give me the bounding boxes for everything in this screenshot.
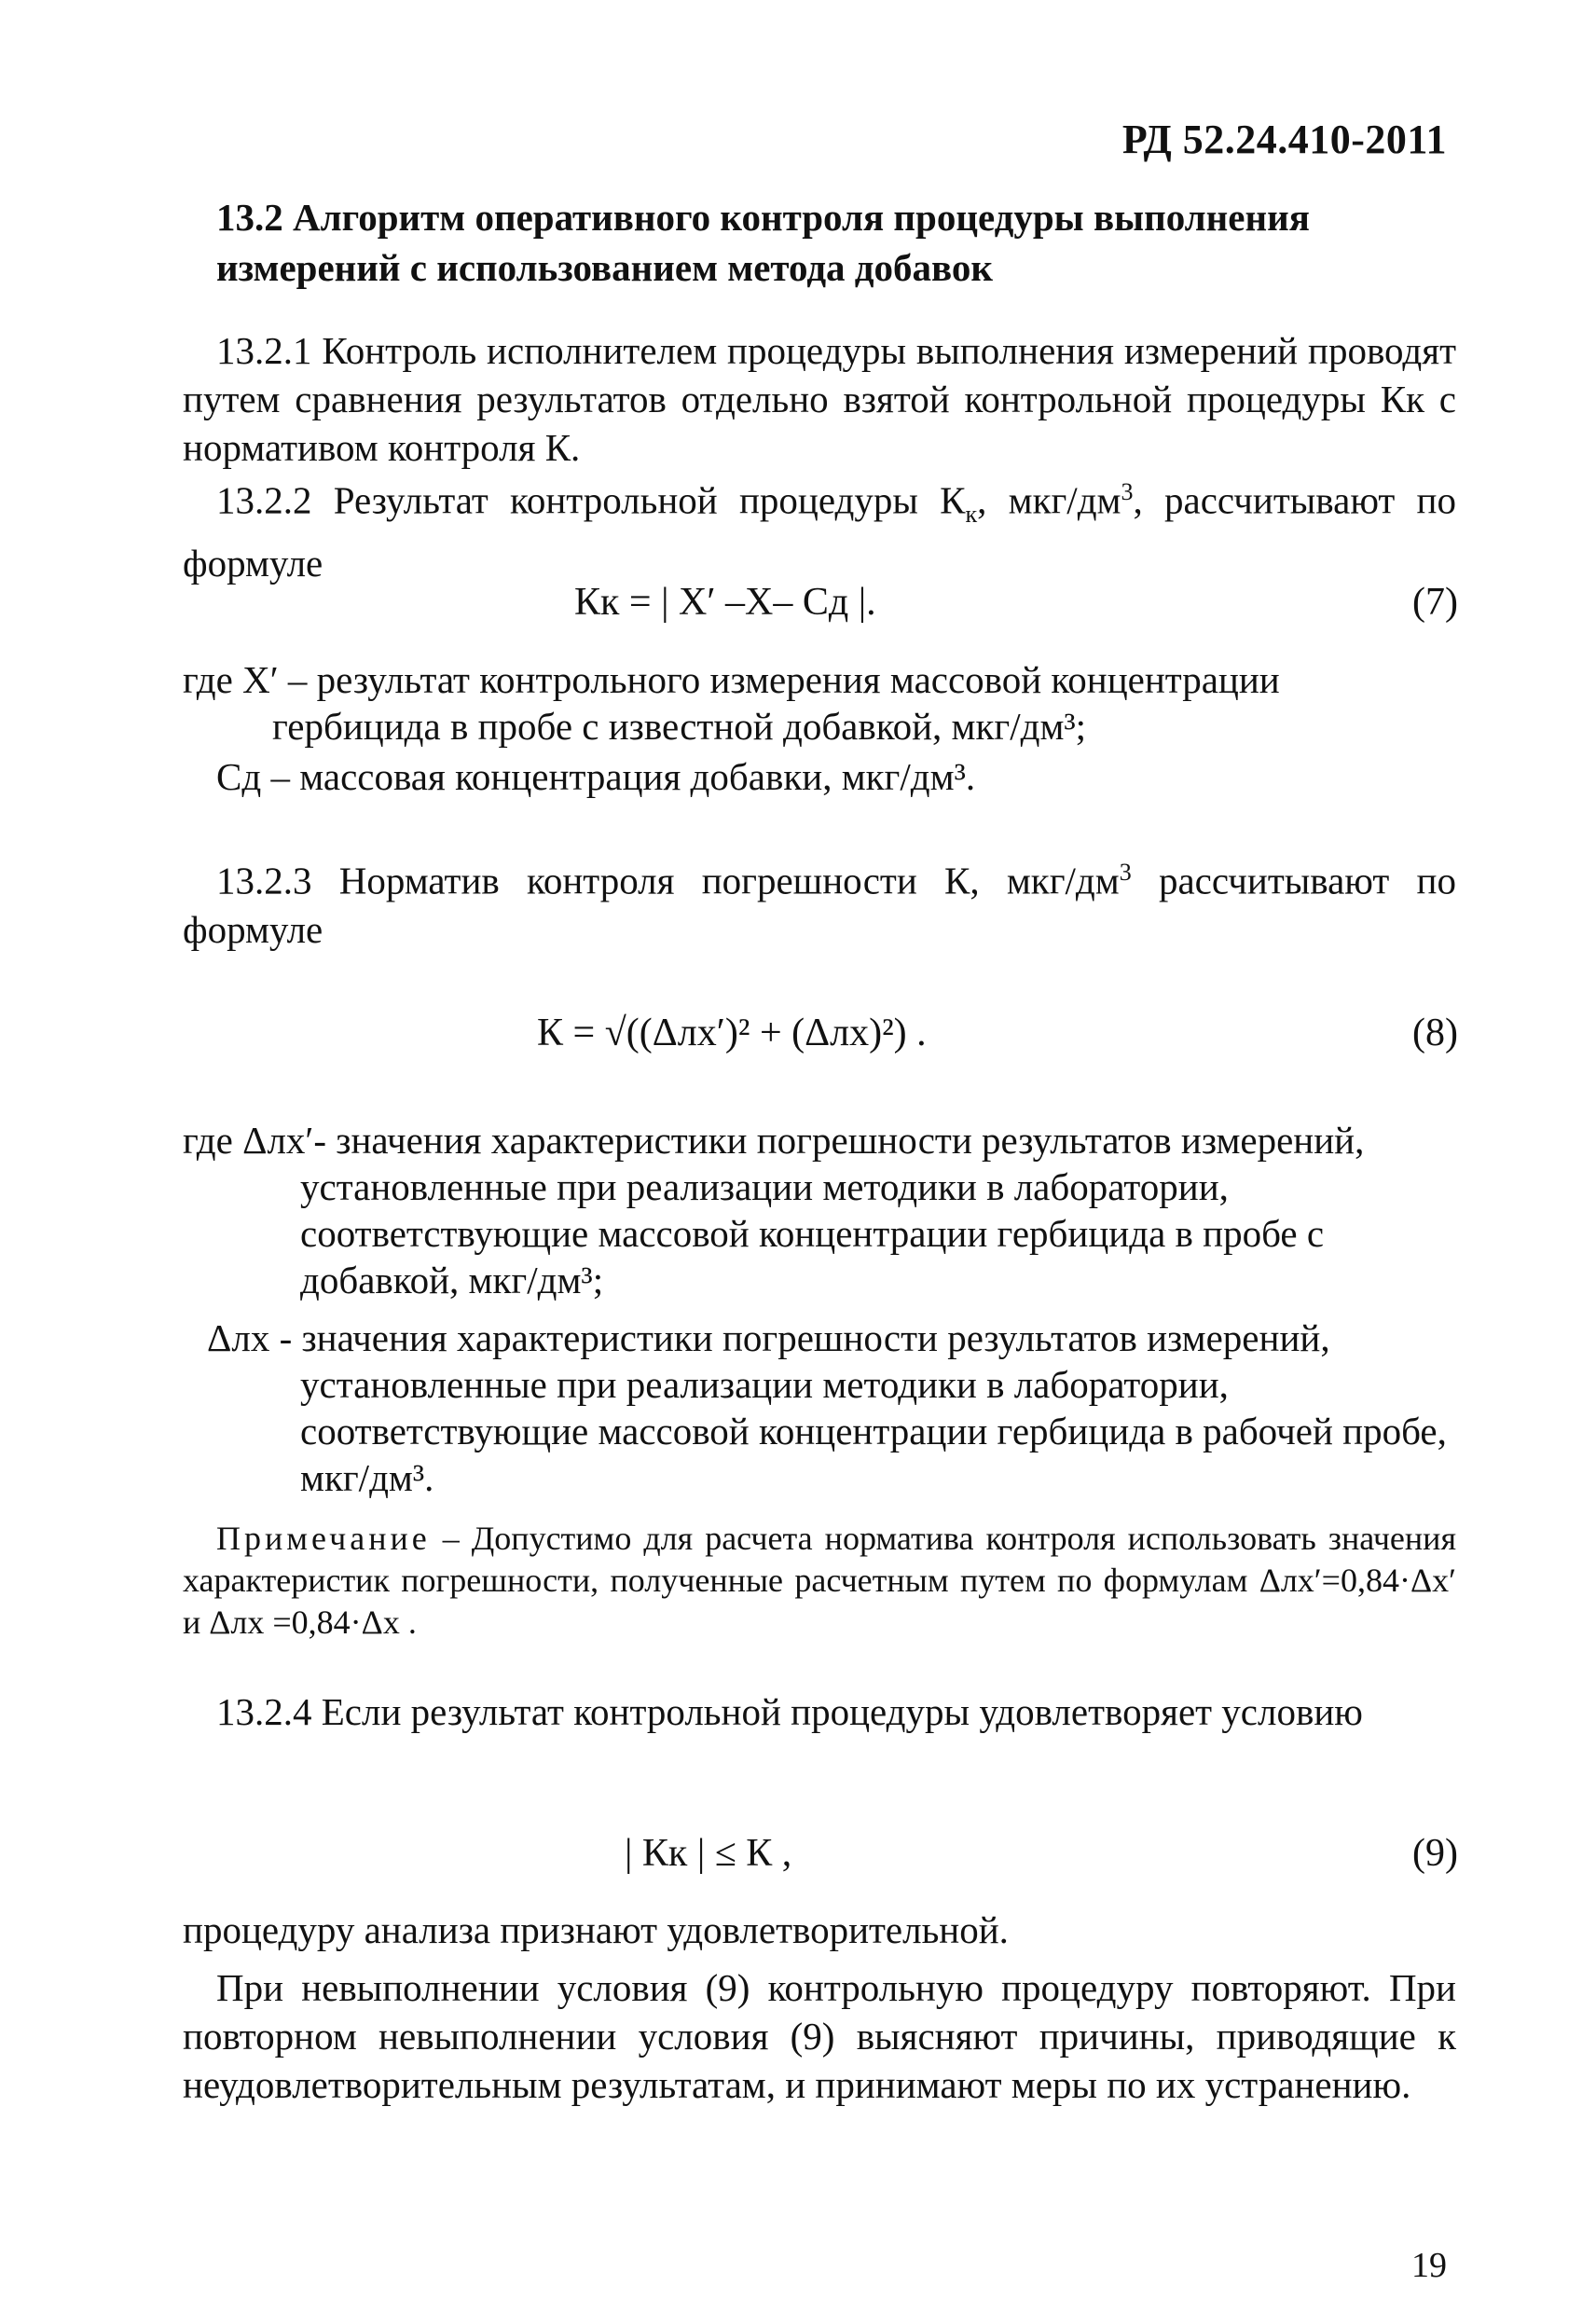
note-text: – Допустимо для расчета норматива контроля использовать значения характеристик погрешности, полученные расчетным путем по формулам Δлх′=0,84·Δх′ и Δлх =0,84·Δх . (183, 1520, 1456, 1641)
paragraph-13-2-3: 13.2.3 Норматив контроля погрешности К, мкг/$дм^3$ рассчитывают по формуле (183, 859, 1456, 951)
definition-x-prime: где X′ – результат контрольного измерения массовой концентрации гербицида в пробе с известной добавкой, мкг/дм³; (183, 658, 1280, 748)
formula-9: | Кк | ≤ К , (625, 1832, 792, 1875)
page-number: 19 (1411, 2246, 1447, 2285)
note (183, 1518, 1456, 1644)
formula-8-number: (8) (1412, 1012, 1458, 1054)
paragraph-repeat: При невыполнении условия (9) контрольную процедуру повторяют. При повторном невыполнении условия (9) выясняют причины, приводящие к неудовлетворительным результатам, и принимают меры по их устранению. (183, 1966, 1456, 2106)
formula-9-number: (9) (1412, 1832, 1458, 1875)
section-heading: 13.2 Алгоритм оперативного контроля процедуры выполнения измерений с использованием метода добавок (216, 196, 1310, 289)
paragraph-13-2-1: 13.2.1 Контроль исполнителем процедуры выполнения измерений проводят путем сравнения результатов отдельно взятой контрольной процедуры Кк с нормативом контроля К. (183, 329, 1456, 469)
document-id: РД 52.24.410-2011 (1121, 117, 1447, 162)
formula-7: Кк = | X′ –X– Сд |. (574, 581, 876, 624)
paragraph-13-2-4: 13.2.4 Если результат контрольной процедуры удовлетворяет условию (216, 1690, 1363, 1733)
formula-8: К = √((Δлх′)² + (Δлх)²) . (537, 1012, 927, 1054)
paragraph-conclusion: процедуру анализа признают удовлетворительной. (183, 1908, 1009, 1951)
definition-delta-x: Δлх - значения характеристики погрешности результатов измерений, установленные при реализации методики в лаборатории, соответствующие массовой концентрации гербицида в рабочей пробе, мкг/дм³. (207, 1316, 1447, 1499)
definition-c-d: Сд – массовая концентрация добавки, мкг/дм³. (216, 755, 976, 798)
definition-delta-x-prime: где Δлх′- значения характеристики погрешности результатов измерений, установленные при реализации методики в лаборатории, соответствующие массовой концентрации гербицида в пробе с добавкой, мкг/дм³; (183, 1119, 1365, 1301)
note-label: Примечание (216, 1520, 431, 1557)
paragraph-13-2-2: 13.2.2 Результат контрольной процедуры $К_к$, мкг/$дм^3$, рассчитывают по формуле (183, 478, 1456, 585)
formula-7-number: (7) (1412, 581, 1458, 624)
